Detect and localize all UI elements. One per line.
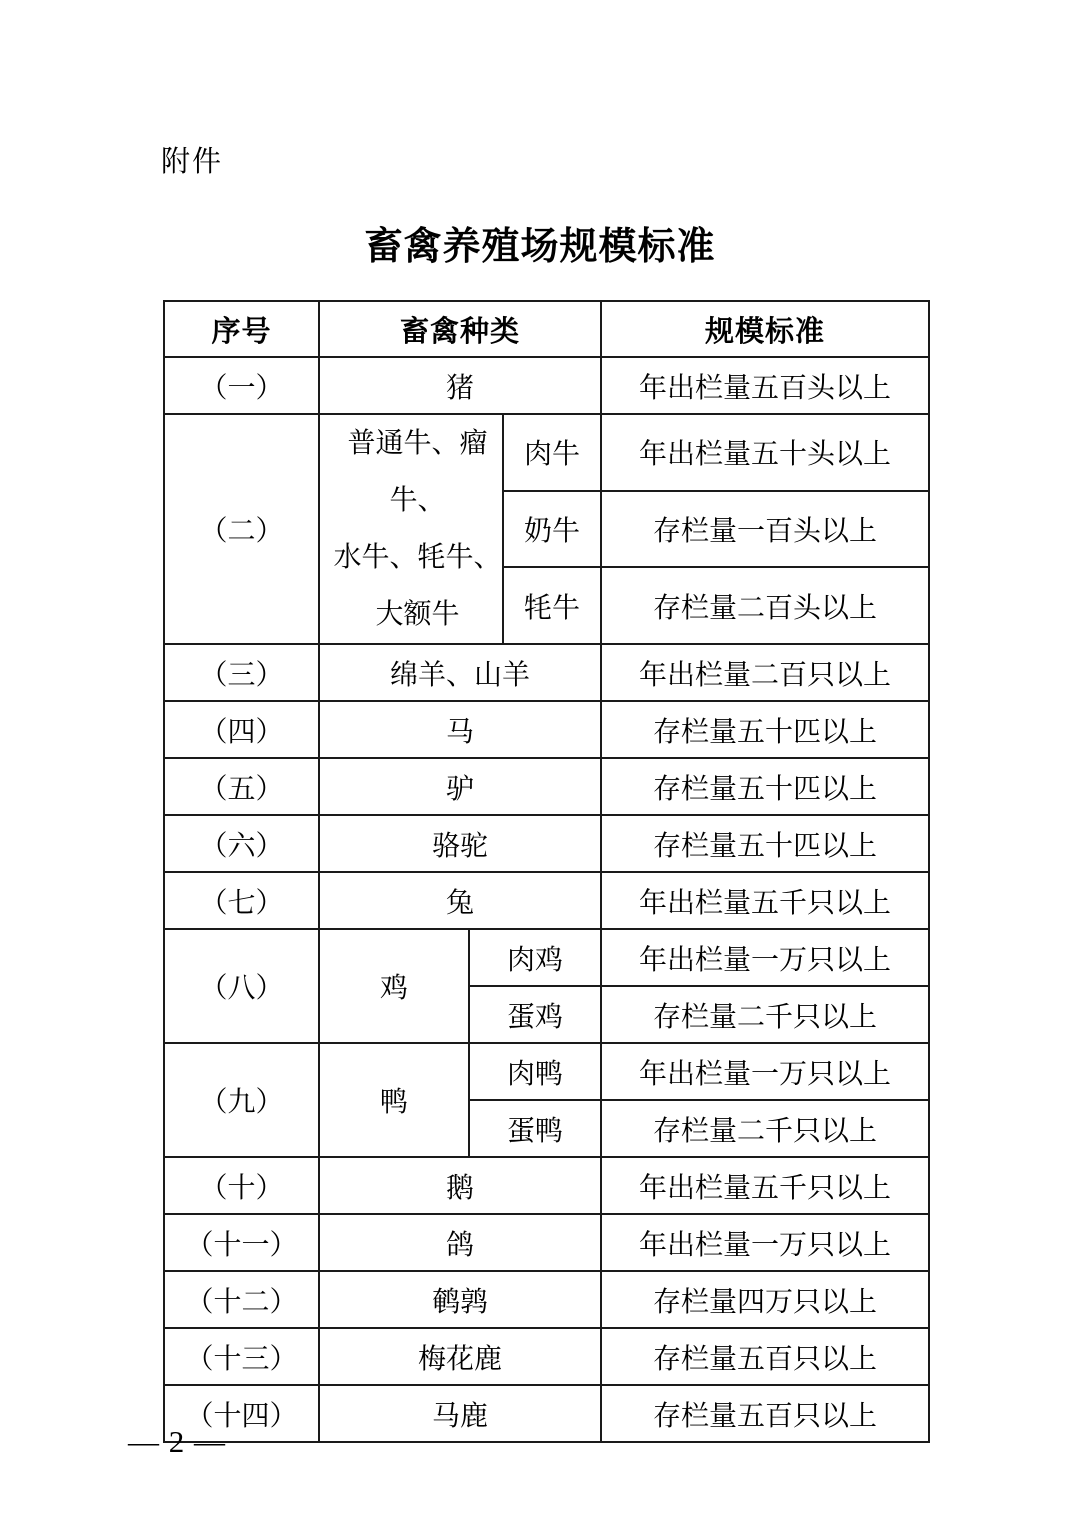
table-row <box>164 1385 929 1442</box>
species-cell: 鹅 <box>319 1157 601 1214</box>
table-row <box>164 872 929 929</box>
standard-cell: 存栏量四万只以上 <box>601 1271 929 1328</box>
subspecies-cell: 牦牛 <box>503 567 601 644</box>
scale-standards-table <box>163 300 930 1443</box>
species-cell: 鸽 <box>319 1214 601 1271</box>
subspecies-cell: 蛋鸡 <box>469 986 601 1043</box>
row-index-cell: （四） <box>164 701 319 758</box>
standard-cell: 年出栏量二百只以上 <box>601 644 929 701</box>
col-header-index: 序号 <box>164 301 319 357</box>
table-row <box>164 815 929 872</box>
table-row <box>164 414 929 491</box>
standard-cell: 年出栏量五百头以上 <box>601 357 929 414</box>
subspecies-cell: 奶牛 <box>503 491 601 568</box>
standard-cell: 存栏量一百头以上 <box>601 491 929 568</box>
table-row <box>164 1214 929 1271</box>
standard-cell: 年出栏量一万只以上 <box>601 1214 929 1271</box>
species-cell: 兔 <box>319 872 601 929</box>
row-index-cell: （九） <box>164 1043 319 1157</box>
page-title: 畜禽养殖场规模标准 <box>364 226 716 268</box>
standard-cell: 年出栏量一万只以上 <box>601 929 929 986</box>
row-index-cell: （三） <box>164 644 319 701</box>
species-cell: 马鹿 <box>319 1385 601 1442</box>
table-row <box>164 929 929 986</box>
standard-cell: 存栏量二千只以上 <box>601 1100 929 1157</box>
page-number: — 2 — <box>128 1424 226 1459</box>
standard-cell: 存栏量二千只以上 <box>601 986 929 1043</box>
table-row <box>164 1271 929 1328</box>
species-cell: 鹌鹑 <box>319 1271 601 1328</box>
standard-cell: 年出栏量五千只以上 <box>601 872 929 929</box>
standard-cell: 存栏量五十匹以上 <box>601 815 929 872</box>
table-row <box>164 1328 929 1385</box>
table-row <box>164 357 929 414</box>
table-row <box>164 701 929 758</box>
species-cell: 梅花鹿 <box>319 1328 601 1385</box>
standard-cell: 年出栏量一万只以上 <box>601 1043 929 1100</box>
species-cell: 普通牛、瘤牛、 水牛、牦牛、 大额牛 <box>319 414 503 644</box>
standard-cell: 存栏量五百只以上 <box>601 1385 929 1442</box>
standard-cell: 存栏量二百头以上 <box>601 567 929 644</box>
species-cell: 绵羊、山羊 <box>319 644 601 701</box>
attachment-label: 附件 <box>161 146 224 178</box>
standard-cell: 存栏量五十匹以上 <box>601 701 929 758</box>
standard-cell: 存栏量五百只以上 <box>601 1328 929 1385</box>
row-index-cell: （十四） <box>164 1385 319 1442</box>
species-cell: 鸭 <box>319 1043 469 1157</box>
col-header-standard: 规模标准 <box>601 301 929 357</box>
species-cell: 骆驼 <box>319 815 601 872</box>
row-index-cell: （二） <box>164 414 319 644</box>
row-index-cell: （八） <box>164 929 319 1043</box>
table-row <box>164 758 929 815</box>
subspecies-cell: 肉鸭 <box>469 1043 601 1100</box>
standard-cell: 存栏量五十匹以上 <box>601 758 929 815</box>
subspecies-cell: 肉牛 <box>503 414 601 491</box>
standard-cell: 年出栏量五十头以上 <box>601 414 929 491</box>
species-cell: 鸡 <box>319 929 469 1043</box>
species-cell: 猪 <box>319 357 601 414</box>
row-index-cell: （十二） <box>164 1271 319 1328</box>
subspecies-cell: 蛋鸭 <box>469 1100 601 1157</box>
table-row <box>164 1043 929 1100</box>
table-row <box>164 1157 929 1214</box>
row-index-cell: （七） <box>164 872 319 929</box>
row-index-cell: （十一） <box>164 1214 319 1271</box>
row-index-cell: （一） <box>164 357 319 414</box>
col-header-species: 畜禽种类 <box>319 301 601 357</box>
row-index-cell: （六） <box>164 815 319 872</box>
species-cell: 驴 <box>319 758 601 815</box>
table-header-row <box>164 301 929 357</box>
standard-cell: 年出栏量五千只以上 <box>601 1157 929 1214</box>
row-index-cell: （十） <box>164 1157 319 1214</box>
subspecies-cell: 肉鸡 <box>469 929 601 986</box>
row-index-cell: （十三） <box>164 1328 319 1385</box>
row-index-cell: （五） <box>164 758 319 815</box>
table-row <box>164 644 929 701</box>
species-cell: 马 <box>319 701 601 758</box>
